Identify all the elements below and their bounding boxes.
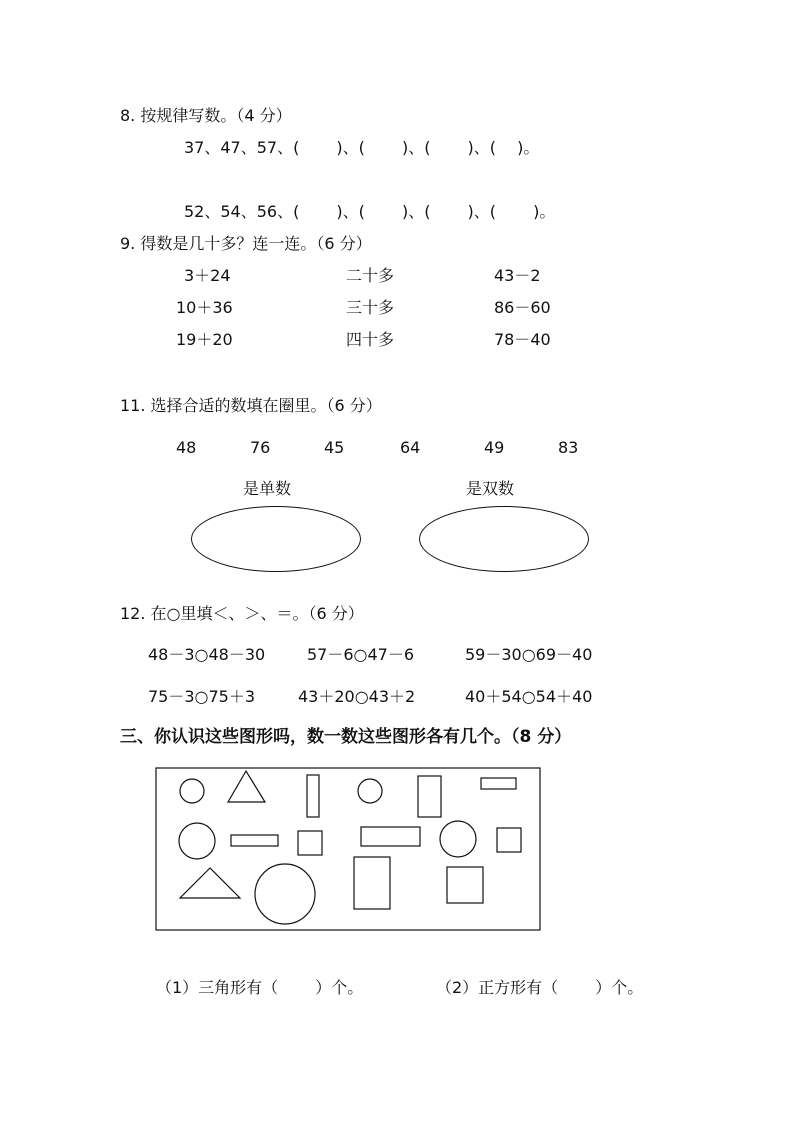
compare-item[interactable]: 40＋54○54＋40 <box>465 687 593 706</box>
compare-item[interactable]: 43＋20○43＋2 <box>298 687 416 706</box>
triangle-shape <box>180 868 240 898</box>
circle-shape <box>255 864 315 924</box>
circle-shape <box>358 779 382 803</box>
q9-middle-label: 二十多 <box>346 266 395 285</box>
q11-number: 48 <box>176 438 197 457</box>
triangle-shape <box>228 771 265 802</box>
q9-left-expr: 10＋36 <box>176 298 233 317</box>
q9-left-expr: 3＋24 <box>184 266 231 285</box>
q8-sequence-1: 37、47、57、( )、( )、( )、( )。 <box>184 138 540 157</box>
q12-title: 12. 在○里填＜、＞、＝。（6 分） <box>120 604 364 623</box>
rectangle-shape <box>481 778 516 789</box>
q9-middle-label: 四十多 <box>346 330 395 349</box>
q9-right-expr: 86－60 <box>494 298 551 317</box>
q9-right-expr: 78－40 <box>494 330 551 349</box>
circle-shape <box>180 779 204 803</box>
compare-item[interactable]: 75－3○75＋3 <box>148 687 256 706</box>
q11-number: 64 <box>400 438 421 457</box>
rectangle-shape <box>307 775 319 817</box>
q11-number: 76 <box>250 438 271 457</box>
q11-number: 45 <box>324 438 345 457</box>
square-shape <box>497 828 521 852</box>
q11-number: 83 <box>558 438 579 457</box>
rectangle-shape <box>354 857 390 909</box>
q9-right-expr: 43－2 <box>494 266 541 285</box>
q9-left-expr: 19＋20 <box>176 330 233 349</box>
odd-label: 是单数 <box>243 479 292 498</box>
compare-item[interactable]: 59－30○69－40 <box>465 645 593 664</box>
square-shape <box>298 831 322 855</box>
rectangle-shape <box>418 776 441 817</box>
q11-number: 49 <box>484 438 505 457</box>
circle-shape <box>440 821 476 857</box>
even-label: 是双数 <box>466 479 515 498</box>
triangle-count-answer[interactable]: （1）三角形有（ ）个。 <box>156 978 364 997</box>
square-count-answer[interactable]: （2）正方形有（ ）个。 <box>436 978 644 997</box>
q8-title: 8. 按规律写数。（4 分） <box>120 106 292 125</box>
q9-title: 9. 得数是几十多？连一连。（6 分） <box>120 234 372 253</box>
square-shape <box>447 867 483 903</box>
rectangle-shape <box>361 827 420 846</box>
rectangle-shape <box>231 835 278 846</box>
q11-title: 11. 选择合适的数填在圈里。（6 分） <box>120 396 382 415</box>
compare-item[interactable]: 48－3○48－30 <box>148 645 266 664</box>
q8-sequence-2: 52、54、56、( )、( )、( )、( )。 <box>184 202 556 221</box>
compare-item[interactable]: 57－6○47－6 <box>307 645 415 664</box>
q9-middle-label: 三十多 <box>346 298 395 317</box>
section3-title: 三、你认识这些图形吗，数一数这些图形各有几个。（8 分） <box>120 727 572 747</box>
circle-shape <box>179 823 215 859</box>
